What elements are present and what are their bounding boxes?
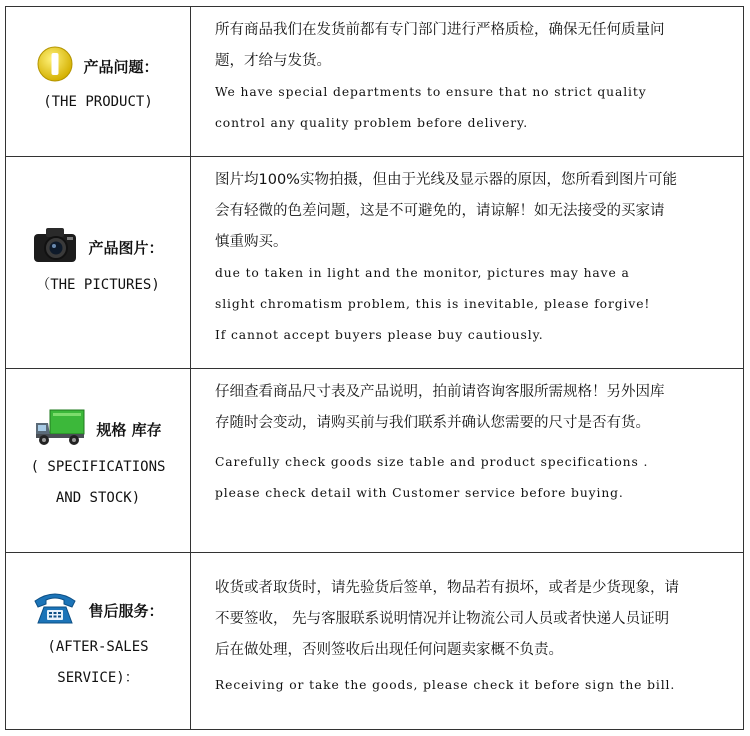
row-after-sales-content-cell <box>191 553 743 729</box>
row-after-sales-cn-line: 后在做处理，否则签收后出现任何问题卖家概不负责。 <box>215 642 563 658</box>
row-specifications-en-title: ( SPECIFICATIONS <box>30 459 166 475</box>
row-after-sales-label-cell <box>6 553 191 729</box>
row-after-sales-cn-title: 售后服务： <box>88 601 164 620</box>
row-specifications-cn-line: 仔细查看商品尺寸表及产品说明，拍前请咨询客服所需规格！另外因库 <box>215 384 665 400</box>
row-after-sales-cn-line: 不要签收， 先与客服联系说明情况并让物流公司人员或者快递人员证明 <box>215 611 670 627</box>
truck-icon <box>34 407 86 452</box>
row-product-en-title: (THE PRODUCT) <box>43 93 153 110</box>
row-specifications-cn-line: 存随时会变动，请购买前与我们联系并确认您需要的尺寸是否有货。 <box>215 415 650 431</box>
row-pictures-cn-line: 图片均100%实物拍摄，但由于光线及显示器的原因，您所看到图片可能 <box>215 172 677 188</box>
row-after-sales <box>6 553 743 729</box>
row-specifications-en-title: AND STOCK) <box>55 490 141 506</box>
row-after-sales-cn-line: 收货或者取货时，请先验货后签单，物品若有损坏，或者是少货现象，请 <box>215 580 679 596</box>
row-product <box>6 7 743 157</box>
row-after-sales-en-title: (AFTER-SALES <box>47 638 149 655</box>
row-product-cn-line: 所有商品我们在发货前都有专门部门进行严格质检，确保无任何质量问 <box>215 22 665 38</box>
row-specifications <box>6 369 743 553</box>
row-pictures-content-cell <box>191 157 743 368</box>
row-specifications-en-line: please check detail with Customer service before buying. <box>215 486 624 500</box>
row-specifications-en-line: Carefully check goods size table and product specifications . <box>215 455 649 469</box>
row-pictures-en-title: （THE PICTURES) <box>36 276 160 293</box>
row-pictures <box>6 157 743 369</box>
row-product-cn-line: 题，才给与发货。 <box>215 53 331 69</box>
row-specifications-content-cell <box>191 369 743 552</box>
row-product-label-cell <box>6 7 191 156</box>
service-info-table <box>5 6 744 730</box>
row-product-content-cell <box>191 7 743 156</box>
row-pictures-en-line: due to taken in light and the monitor, pictures may have a <box>215 266 630 280</box>
row-product-en-line: control any quality problem before delivery. <box>215 116 529 130</box>
row-pictures-en-line: slight chromatism problem, this is inevitable, please forgive! <box>215 297 651 311</box>
row-pictures-cn-title: 产品图片： <box>88 238 164 257</box>
row-pictures-label-cell <box>6 157 191 368</box>
row-pictures-cn-line: 慎重购买。 <box>215 234 288 250</box>
telephone-icon <box>32 589 78 632</box>
row-after-sales-en-line: Receiving or take the goods, please check it before sign the bill. <box>215 678 676 692</box>
row-product-en-line: We have special departments to ensure that no strict quality <box>215 85 647 99</box>
camera-icon <box>32 225 78 270</box>
row-pictures-en-line: If cannot accept buyers please buy cautiously. <box>215 328 544 342</box>
warning-icon <box>37 46 73 87</box>
row-after-sales-en-title: SERVICE)： <box>57 669 139 686</box>
row-pictures-cn-line: 会有轻微的色差问题，这是不可避免的，请谅解！如无法接受的买家请 <box>215 203 665 219</box>
row-specifications-label-cell <box>6 369 191 552</box>
row-product-cn-title: 产品问题： <box>83 57 159 76</box>
row-specifications-cn-title: 规格 库存 <box>96 421 162 439</box>
